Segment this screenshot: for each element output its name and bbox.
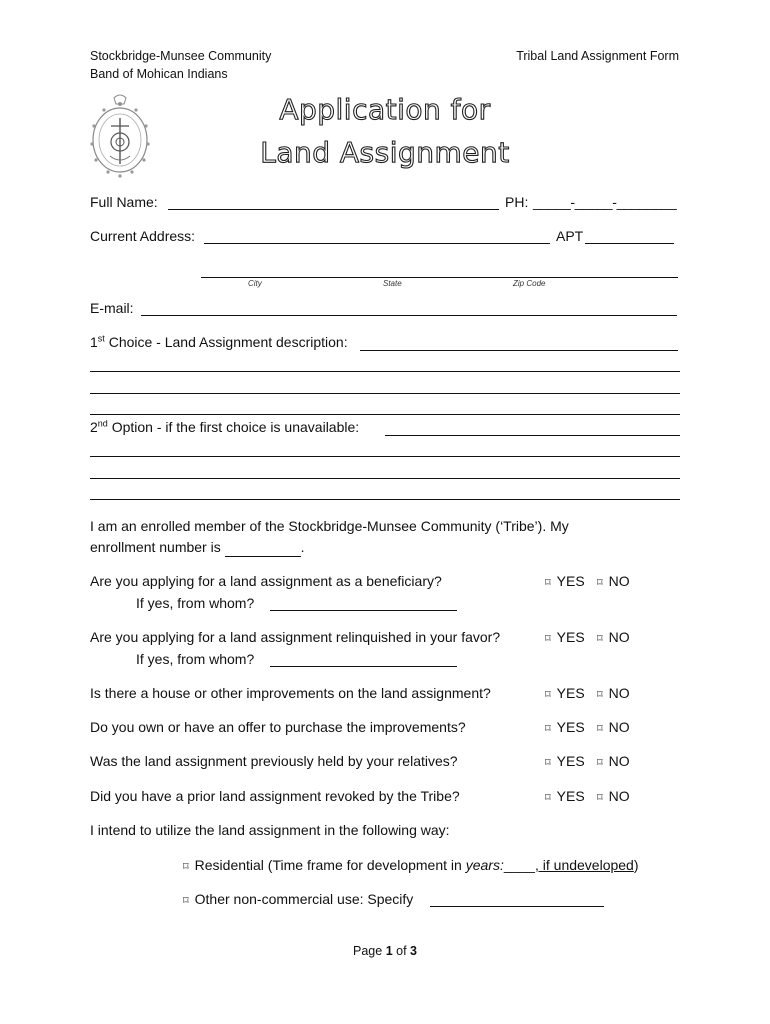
yes-option[interactable]: ⌑ YES	[545, 627, 585, 649]
phone-field[interactable]: _____-_____-________	[533, 194, 677, 210]
checkbox-icon[interactable]: ⌑	[597, 722, 603, 735]
checkbox-icon[interactable]: ⌑	[545, 632, 551, 645]
years-field[interactable]: ____	[503, 857, 535, 873]
title-line1: Application for	[279, 93, 491, 126]
enrollment-number-line: enrollment number is .	[90, 539, 305, 555]
question-beneficiary: Are you applying for a land assignment as a beneficiary?	[90, 573, 442, 589]
yes-option[interactable]: ⌑ YES	[545, 717, 585, 739]
choice1-line[interactable]	[90, 393, 680, 394]
address-field[interactable]	[204, 243, 550, 244]
from-whom-field[interactable]	[270, 666, 457, 667]
page-number: Page 1 of 3	[353, 944, 417, 958]
checkbox-icon[interactable]: ⌑	[545, 756, 551, 769]
org-name-line1: Stockbridge-Munsee Community	[90, 49, 272, 63]
checkbox-icon[interactable]: ⌑	[597, 576, 603, 589]
from-whom-field[interactable]	[270, 610, 457, 611]
choice1-label: 1st Choice - Land Assignment description:	[90, 333, 348, 350]
from-whom-label: If yes, from whom?	[136, 651, 255, 667]
checkbox-icon[interactable]: ⌑	[545, 688, 551, 701]
checkbox-icon[interactable]: ⌑	[545, 576, 551, 589]
city-state-zip-field[interactable]	[201, 277, 678, 278]
choice1-line[interactable]	[90, 414, 680, 415]
enrollment-number-field[interactable]	[225, 542, 301, 557]
checkbox-icon[interactable]: ⌑	[597, 632, 603, 645]
enrollment-statement: I am an enrolled member of the Stockbridge-Munsee Community (‘Tribe’). My	[90, 518, 569, 534]
checkbox-icon[interactable]: ⌑	[183, 860, 189, 873]
no-option[interactable]: ⌑ NO	[597, 571, 630, 593]
utilize-intro: I intend to utilize the land assignment in the following way:	[90, 822, 450, 838]
no-option[interactable]: ⌑ NO	[597, 717, 630, 739]
no-option[interactable]: ⌑ NO	[597, 683, 630, 705]
checkbox-icon[interactable]: ⌑	[183, 894, 189, 907]
address-label: Current Address:	[90, 228, 196, 244]
other-use-option[interactable]: ⌑ Other non-commercial use: Specify	[183, 889, 413, 911]
from-whom-label: If yes, from whom?	[136, 595, 255, 611]
checkbox-icon[interactable]: ⌑	[545, 791, 551, 804]
apt-label: APT	[556, 228, 584, 244]
full-name-field[interactable]	[168, 209, 499, 210]
residential-option[interactable]: ⌑ Residential (Time frame for development in years:____, if undeveloped)	[183, 855, 639, 877]
form-name: Tribal Land Assignment Form	[516, 49, 679, 63]
email-label: E-mail:	[90, 300, 134, 316]
zip-caption: Zip Code	[513, 279, 546, 288]
choice2-line[interactable]	[90, 478, 680, 479]
phone-label: PH:	[505, 194, 529, 210]
email-field[interactable]	[141, 315, 677, 316]
choice2-line[interactable]	[90, 456, 680, 457]
question-improvements: Is there a house or other improvements on the land assignment?	[90, 685, 491, 701]
choice2-label: 2nd Option - if the first choice is unavailable:	[90, 418, 360, 435]
question-relinquished: Are you applying for a land assignment relinquished in your favor?	[90, 629, 501, 645]
title-line2: Land Assignment	[260, 136, 510, 169]
yes-option[interactable]: ⌑ YES	[545, 683, 585, 705]
checkbox-icon[interactable]: ⌑	[597, 791, 603, 804]
apt-field[interactable]	[585, 243, 674, 244]
yes-option[interactable]: ⌑ YES	[545, 571, 585, 593]
question-revoked: Did you have a prior land assignment revoked by the Tribe?	[90, 788, 460, 804]
state-caption: State	[383, 279, 402, 288]
question-relatives: Was the land assignment previously held by your relatives?	[90, 753, 458, 769]
yes-option[interactable]: ⌑ YES	[545, 751, 585, 773]
choice2-line[interactable]	[90, 499, 680, 500]
question-own-improvements: Do you own or have an offer to purchase the improvements?	[90, 719, 466, 735]
city-caption: City	[248, 279, 262, 288]
checkbox-icon[interactable]: ⌑	[597, 688, 603, 701]
choice2-field[interactable]	[385, 435, 680, 436]
yes-option[interactable]: ⌑ YES	[545, 786, 585, 808]
choice1-line[interactable]	[90, 371, 680, 372]
other-use-field[interactable]	[430, 906, 604, 907]
full-name-label: Full Name:	[90, 194, 158, 210]
no-option[interactable]: ⌑ NO	[597, 786, 630, 808]
org-name-line2: Band of Mohican Indians	[90, 67, 228, 81]
no-option[interactable]: ⌑ NO	[597, 751, 630, 773]
checkbox-icon[interactable]: ⌑	[545, 722, 551, 735]
no-option[interactable]: ⌑ NO	[597, 627, 630, 649]
checkbox-icon[interactable]: ⌑	[597, 756, 603, 769]
choice1-field[interactable]	[360, 350, 678, 351]
